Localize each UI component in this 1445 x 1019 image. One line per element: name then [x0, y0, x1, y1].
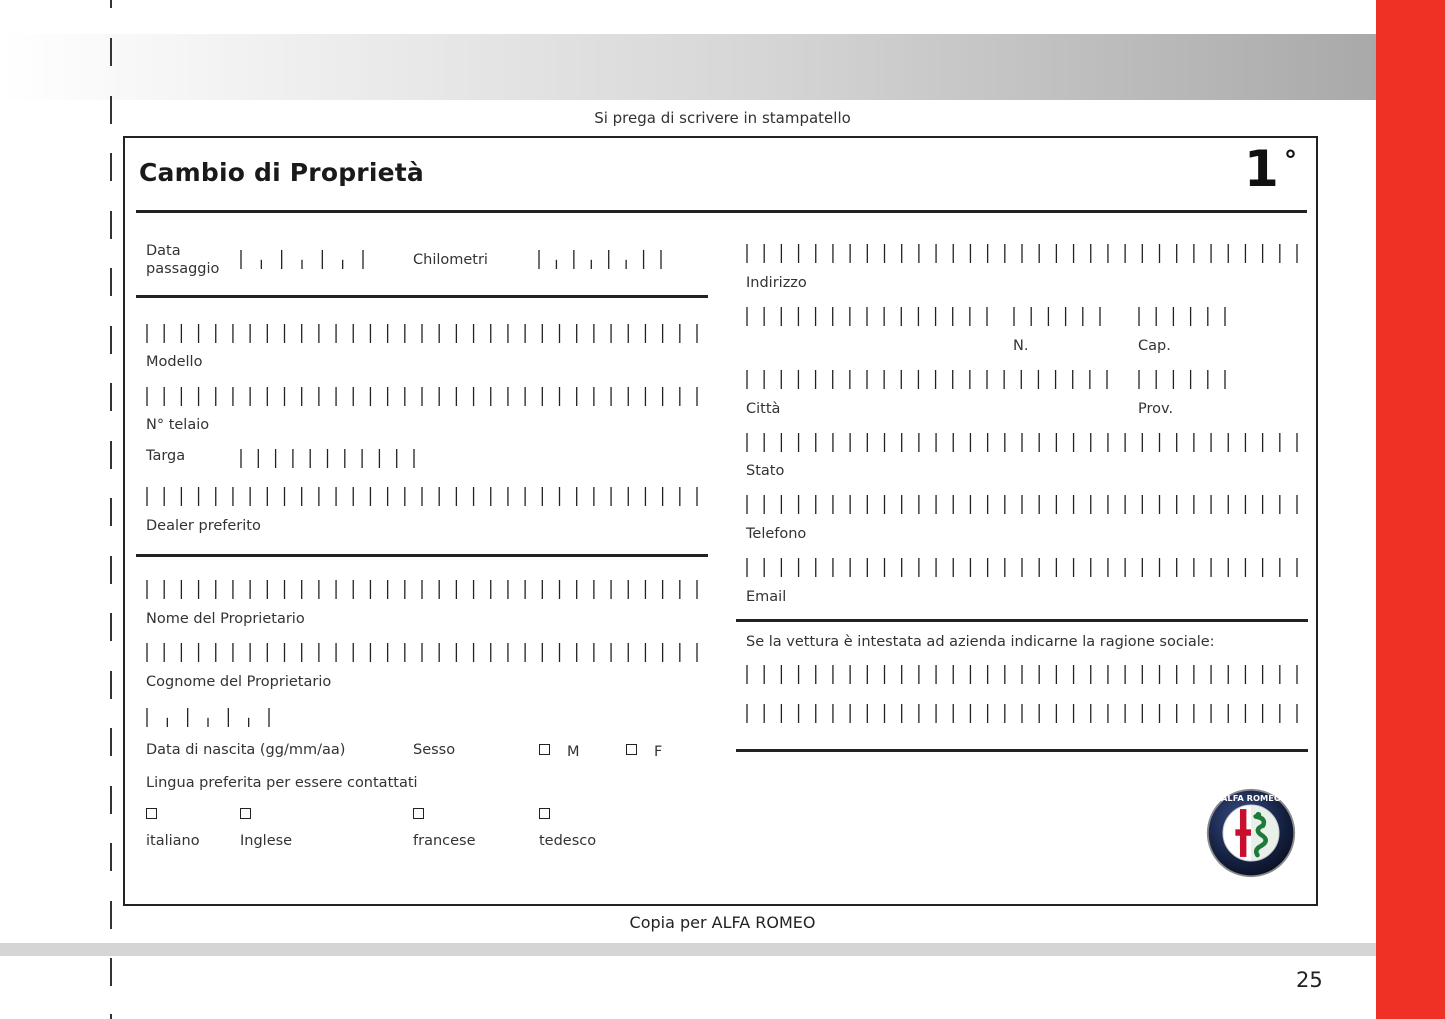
- cut-mark: [110, 383, 112, 411]
- lang-tedesco-checkbox[interactable]: [539, 808, 550, 819]
- citta-label: Città: [746, 401, 781, 417]
- lang-francese-checkbox[interactable]: [413, 808, 424, 819]
- left-divider-1: [136, 295, 708, 298]
- title-divider: [136, 210, 1307, 213]
- cut-mark: [110, 441, 112, 469]
- data-nascita-label: Data di nascita (gg/mm/aa): [146, 742, 346, 758]
- copy-number-badge: 1: [1244, 140, 1279, 198]
- cap-label: Cap.: [1138, 338, 1171, 354]
- data-passaggio-label-1: Data: [146, 243, 181, 259]
- cut-mark: [110, 671, 112, 699]
- cut-mark: [110, 498, 112, 526]
- cognome-label: Cognome del Proprietario: [146, 674, 332, 690]
- lang-italiano-label: italiano: [146, 833, 200, 849]
- azienda-field-1[interactable]: [746, 664, 1298, 684]
- cut-mark: [110, 0, 112, 8]
- cut-mark: [110, 613, 112, 641]
- azienda-label: Se la vettura è intestata ad azienda indicarne la ragione sociale:: [746, 634, 1215, 650]
- azienda-field-2[interactable]: [746, 703, 1298, 723]
- lingua-label: Lingua preferita per essere contattati: [146, 775, 418, 791]
- cap-field[interactable]: [1138, 306, 1226, 326]
- chilometri-label: Chilometri: [413, 252, 488, 268]
- prov-field[interactable]: [1138, 369, 1226, 389]
- cut-mark: [110, 211, 112, 239]
- footer-gray-band: [0, 943, 1376, 956]
- indirizzo-label: Indirizzo: [746, 275, 807, 291]
- side-red-band: [1376, 0, 1445, 1019]
- sesso-label: Sesso: [413, 742, 456, 758]
- form-title: Cambio di Proprietà: [139, 158, 424, 187]
- numero-field[interactable]: [1013, 306, 1101, 326]
- stato-field[interactable]: [746, 432, 1298, 452]
- modello-label: Modello: [146, 354, 203, 370]
- prov-label: Prov.: [1138, 401, 1174, 417]
- lang-francese-label: francese: [413, 833, 476, 849]
- instruction-text: Si prega di scrivere in stampatello: [594, 109, 851, 127]
- lang-inglese-label: Inglese: [240, 833, 293, 849]
- lang-inglese-checkbox[interactable]: [240, 808, 251, 819]
- nome-label: Nome del Proprietario: [146, 611, 305, 627]
- cut-mark: [110, 843, 112, 871]
- cut-mark: [110, 268, 112, 296]
- indirizzo-field[interactable]: [746, 243, 1298, 263]
- right-divider-2: [736, 749, 1308, 752]
- copy-label: Copia per ALFA ROMEO: [629, 913, 816, 932]
- cut-mark: [110, 1014, 112, 1019]
- cut-mark: [110, 153, 112, 181]
- stato-label: Stato: [746, 463, 785, 479]
- numero-label: N.: [1013, 338, 1029, 354]
- lang-tedesco-label: tedesco: [539, 833, 597, 849]
- targa-field[interactable]: [240, 448, 415, 468]
- data-nascita-field[interactable]: [146, 707, 270, 727]
- data-passaggio-label-2: passaggio: [146, 261, 220, 277]
- telaio-label: N° telaio: [146, 417, 210, 433]
- chilometri-field[interactable]: [538, 249, 662, 269]
- cut-mark: [110, 556, 112, 584]
- right-divider-1: [736, 619, 1308, 622]
- alfa-romeo-logo: [1205, 787, 1297, 879]
- citta-field[interactable]: [746, 369, 1108, 389]
- cut-mark: [110, 728, 112, 756]
- nome-field[interactable]: [146, 579, 698, 599]
- telefono-label: Telefono: [746, 526, 807, 542]
- page-number: 25: [1296, 968, 1323, 992]
- dealer-label: Dealer preferito: [146, 518, 261, 534]
- cut-mark: [110, 38, 112, 66]
- modello-field[interactable]: [146, 323, 698, 343]
- cognome-field[interactable]: [146, 642, 698, 662]
- sesso-m-checkbox[interactable]: [539, 744, 550, 755]
- telefono-field[interactable]: [746, 494, 1298, 514]
- sesso-f-checkbox[interactable]: [626, 744, 637, 755]
- left-divider-2: [136, 554, 708, 557]
- email-field[interactable]: [746, 557, 1298, 577]
- sesso-m-label: M: [567, 744, 580, 760]
- email-label: Email: [746, 589, 787, 605]
- copy-number-degree: °: [1284, 146, 1297, 176]
- telaio-field[interactable]: [146, 386, 698, 406]
- logo-lettering: ALFA ROMEO: [1221, 792, 1281, 803]
- indirizzo-cont-field[interactable]: [746, 306, 988, 326]
- cut-mark: [110, 326, 112, 354]
- cut-mark: [110, 958, 112, 986]
- targa-label: Targa: [146, 448, 186, 464]
- sesso-f-label: F: [654, 744, 663, 760]
- data-passaggio-field[interactable]: [240, 249, 364, 269]
- cut-mark: [110, 786, 112, 814]
- lang-italiano-checkbox[interactable]: [146, 808, 157, 819]
- header-gradient-band: [0, 34, 1376, 100]
- dealer-field[interactable]: [146, 486, 698, 506]
